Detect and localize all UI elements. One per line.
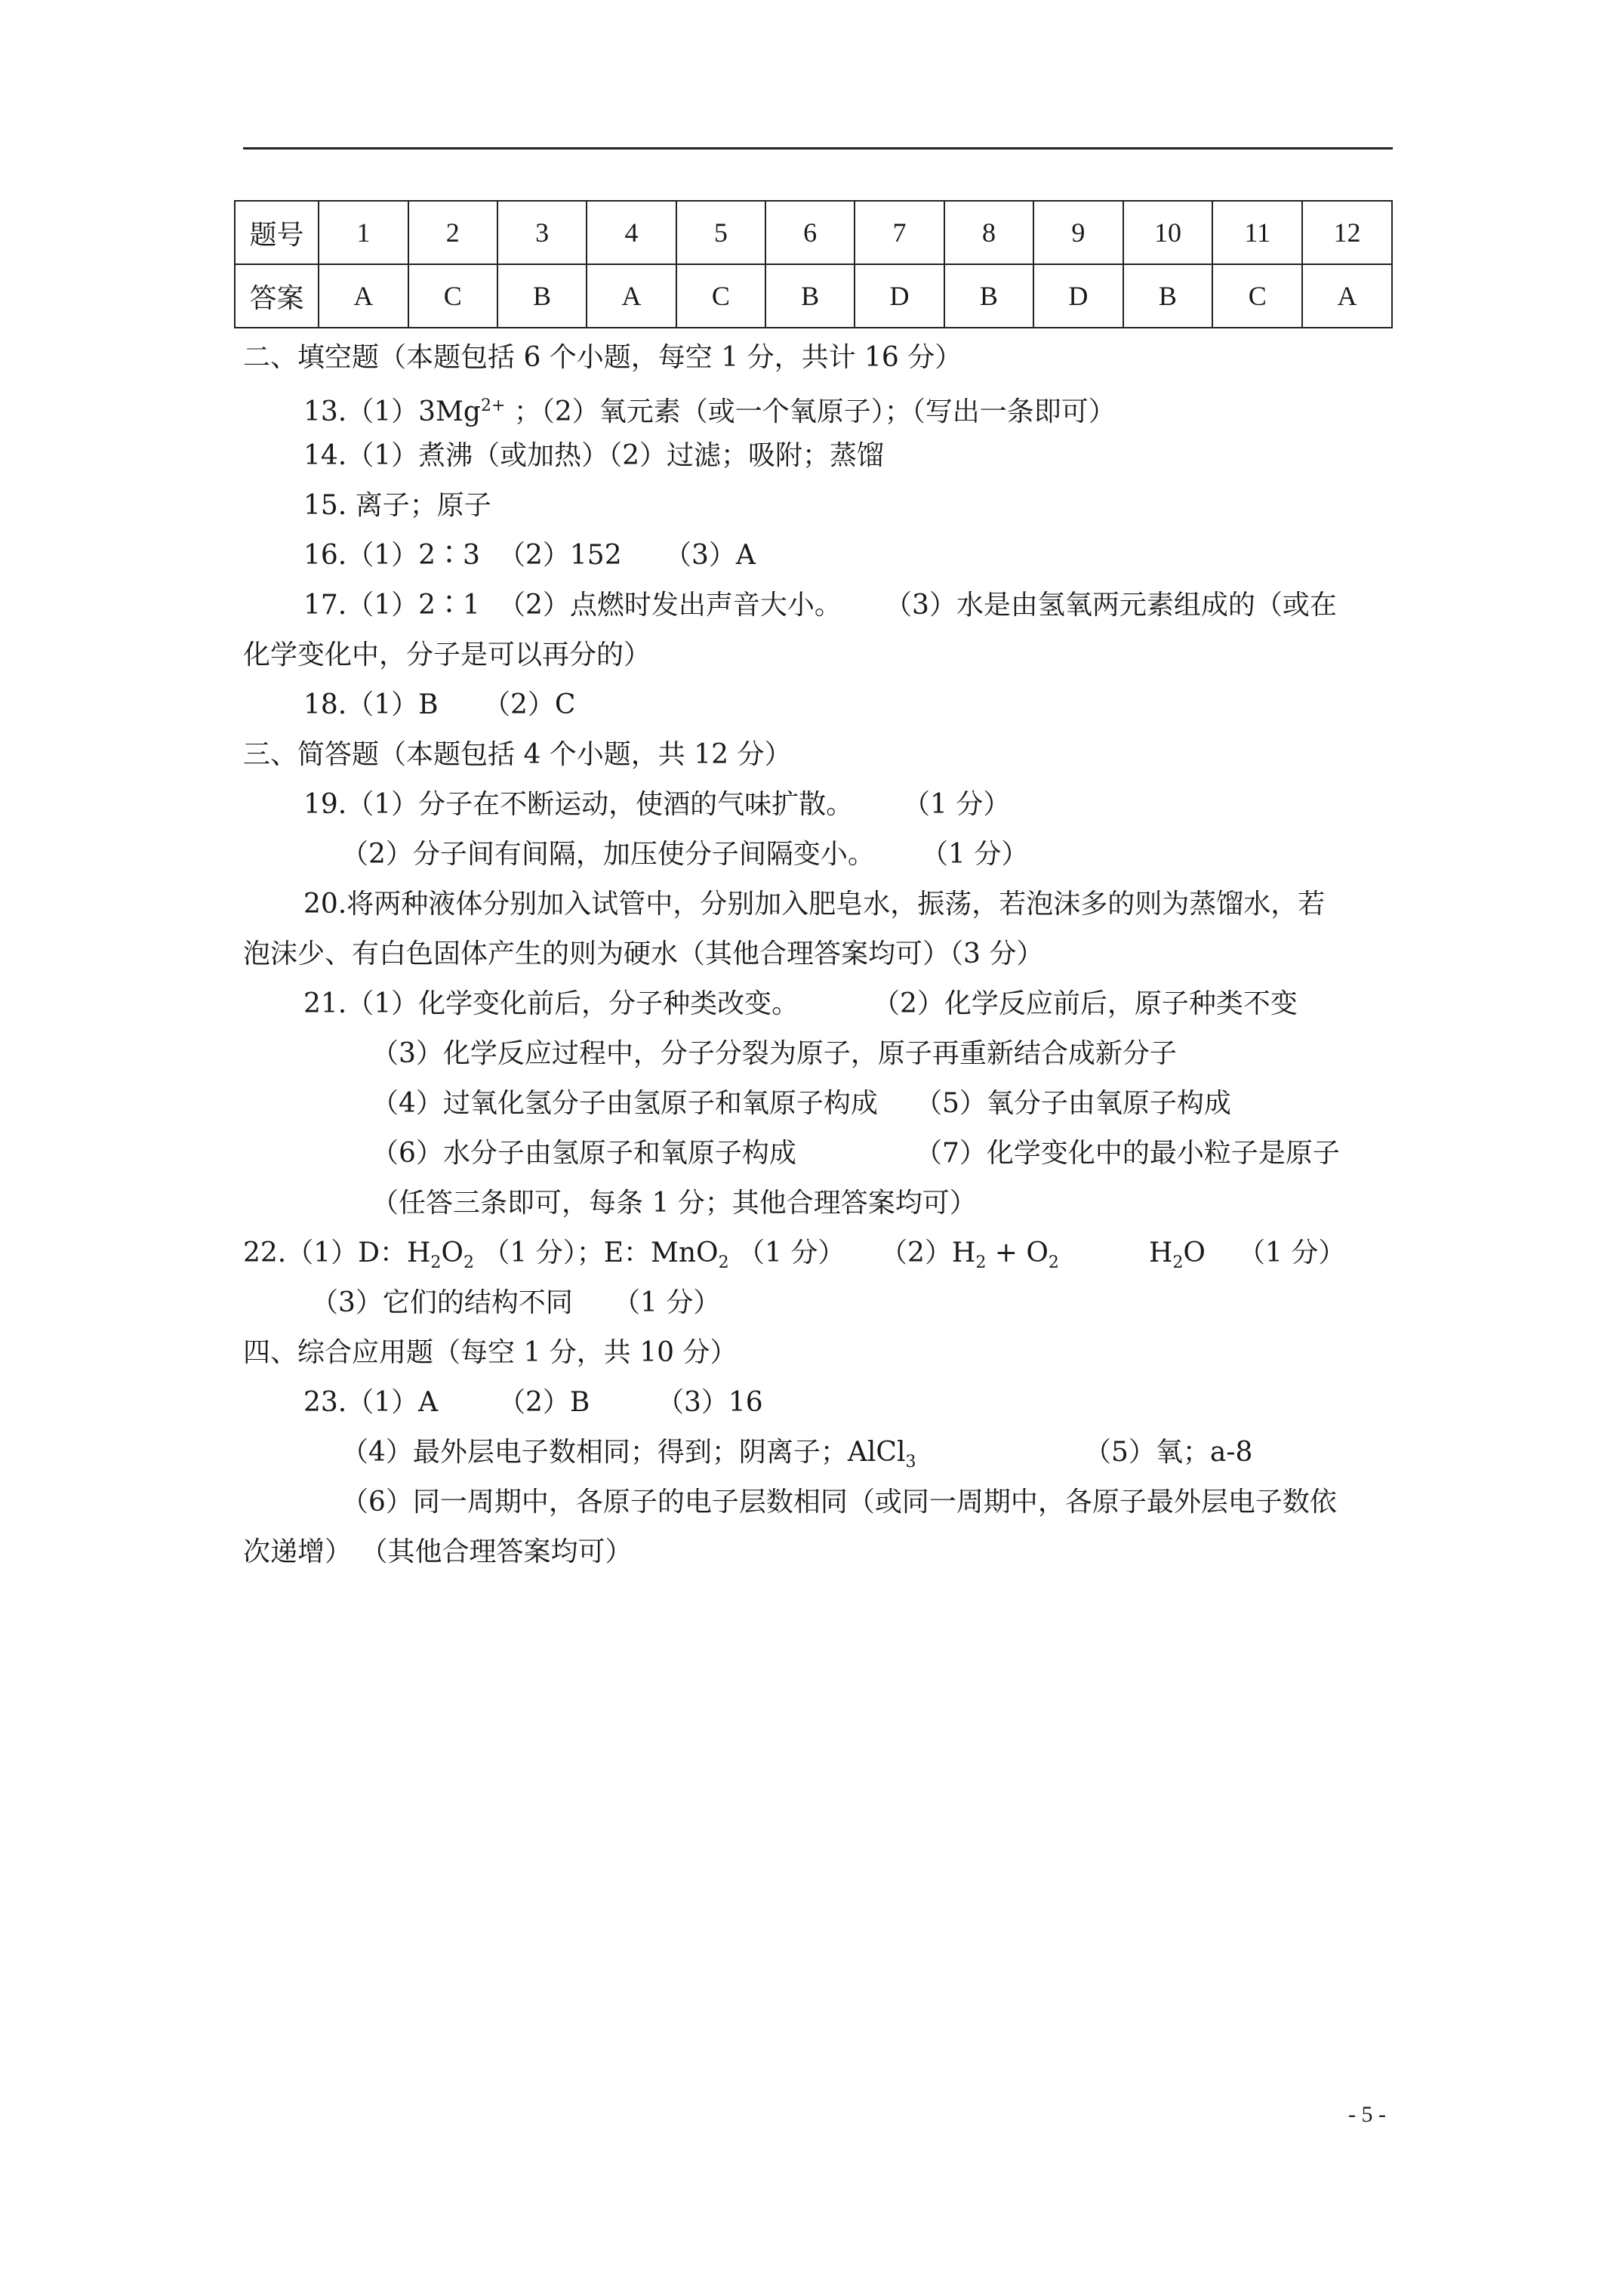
- table-cell: 4: [587, 201, 676, 264]
- q22-sub: 2: [463, 1253, 474, 1273]
- q17-3: （3）水是由氢氧两元素组成的（或在: [885, 590, 1337, 621]
- table-cell: 1: [319, 201, 408, 264]
- q18-2: （2）C: [483, 689, 576, 720]
- table-cell: 6: [765, 201, 855, 264]
- table-answer-label: 答案: [235, 264, 319, 328]
- q21-7: （7）化学变化中的最小粒子是原子: [915, 1138, 1340, 1169]
- table-cell: B: [497, 264, 587, 328]
- q19-2-score: （1 分）: [921, 839, 1029, 870]
- section-fill-in: 二、填空题（本题包括 6 个小题，每空 1 分，共计 16 分）: [243, 342, 962, 373]
- q20-b: 泡沫少、有白色固体产生的则为硬水（其他合理答案均可）（3 分）: [243, 938, 1044, 969]
- q19-2: （2）分子间有间隔，加压使分子间隔变小。: [341, 839, 875, 870]
- q17-2: （2）点燃时发出声音大小。: [498, 590, 842, 621]
- table-cell: D: [855, 264, 944, 328]
- table-cell: A: [1302, 264, 1392, 328]
- q23-4: [341, 1435, 916, 1481]
- q19-1-score: （1 分）: [903, 789, 1011, 820]
- q14: 14.（1）煮沸（或加热）（2）过滤；吸附；蒸馏: [303, 440, 885, 471]
- q18-1: 18.（1）B: [303, 689, 439, 720]
- table-cell: 11: [1212, 201, 1302, 264]
- q17-1: 17.（1）2∶1: [303, 590, 480, 621]
- header-rule: [243, 147, 1393, 149]
- table-row-answers: [235, 264, 1392, 328]
- table-cell: B: [944, 264, 1033, 328]
- q13-text-b: ；（2）氧元素（或一个氧原子）；（写出一条即可）: [513, 396, 1116, 427]
- q22-text: （2）H: [880, 1237, 976, 1268]
- q21-3: （3）化学反应过程中，分子分裂为原子，原子再重新结合成新分子: [371, 1038, 1177, 1069]
- q23-6a: （6）同一周期中，各原子的电子层数相同（或同一周期中，各原子最外层电子数依: [341, 1487, 1337, 1518]
- q21-5: （5）氧分子由氧原子构成: [915, 1088, 1231, 1119]
- q21-6: （6）水分子由氢原子和氧原子构成: [371, 1138, 796, 1169]
- q22-text: 22.（1）D：H: [243, 1237, 431, 1268]
- q21-note: （任答三条即可，每条 1 分；其他合理答案均可）: [371, 1188, 977, 1219]
- q13-text: 13.（1）3Mg: [303, 396, 481, 427]
- q22-sub: 2: [430, 1253, 442, 1273]
- q15: 15. 离子；原子: [303, 490, 491, 521]
- q22-text: H: [1149, 1237, 1173, 1268]
- table-cell: C: [408, 264, 497, 328]
- q22-sub: 2: [1172, 1253, 1184, 1273]
- table-cell: 12: [1302, 201, 1392, 264]
- q23-6b: 次递增） （其他合理答案均可）: [243, 1536, 633, 1567]
- q22-text: O: [1183, 1237, 1206, 1268]
- table-cell: 5: [676, 201, 765, 264]
- q22-text: （1 分）: [728, 1237, 845, 1268]
- table-cell: 7: [855, 201, 944, 264]
- q16-3: （3）A: [664, 540, 756, 571]
- q13-sup: 2+: [480, 396, 506, 415]
- q20-a: 20.将两种液体分别加入试管中，分别加入肥皂水，振荡，若泡沫多的则为蒸馏水，若: [303, 889, 1326, 920]
- table-row-numbers: [235, 201, 1392, 264]
- q23-text: （4）最外层电子数相同；得到；阴离子；AlCl: [341, 1437, 906, 1468]
- section-short-answer: 三、简答题（本题包括 4 个小题，共 12 分）: [243, 739, 792, 770]
- table-cell: A: [587, 264, 676, 328]
- q16-2: （2）152: [498, 540, 622, 571]
- q17-cont: 化学变化中，分子是可以再分的）: [243, 639, 651, 670]
- table-cell: 3: [497, 201, 587, 264]
- q22-1: [243, 1235, 845, 1281]
- table-header-label: 题号: [235, 201, 319, 264]
- q22-text: O: [441, 1237, 463, 1268]
- q21-2: （2）化学反应前后，原子种类不变: [873, 988, 1298, 1019]
- q16-1: 16.（1）2∶3: [303, 540, 480, 571]
- q22-text: （1 分）；E：MnO: [473, 1237, 719, 1268]
- table-cell: A: [319, 264, 408, 328]
- table-cell: C: [676, 264, 765, 328]
- q23-3: （3）16: [657, 1387, 763, 1418]
- q22-sub: 2: [718, 1253, 729, 1273]
- table-cell: 2: [408, 201, 497, 264]
- table-cell: B: [1123, 264, 1213, 328]
- q19-1: 19.（1）分子在不断运动，使酒的气味扩散。: [303, 789, 854, 820]
- table-cell: D: [1033, 264, 1123, 328]
- q13: [303, 388, 1116, 430]
- table-cell: C: [1212, 264, 1302, 328]
- table-cell: 10: [1123, 201, 1213, 264]
- q21-1: 21.（1）化学变化前后，分子种类改变。: [303, 988, 799, 1019]
- q22-3-score: （1 分）: [613, 1287, 721, 1318]
- answer-table: [234, 200, 1393, 328]
- q23-sub: 3: [905, 1453, 916, 1472]
- table-cell: 9: [1033, 201, 1123, 264]
- q23-2: （2）B: [498, 1387, 590, 1418]
- page-number: - 5 -: [1348, 2102, 1386, 2127]
- q22-2-reactants: [880, 1235, 1059, 1281]
- q22-text: + O: [986, 1237, 1049, 1268]
- q22-3: （3）它们的结构不同: [311, 1287, 573, 1318]
- section-comprehensive: 四、综合应用题（每空 1 分，共 10 分）: [243, 1337, 738, 1368]
- q22-2-product: [1149, 1235, 1206, 1281]
- q23-5: （5）氧；a-8: [1084, 1437, 1253, 1468]
- q22-sub: 2: [975, 1253, 987, 1273]
- table-cell: 8: [944, 201, 1033, 264]
- q23-1: 23.（1）A: [303, 1387, 439, 1418]
- q22-sub: 2: [1048, 1253, 1059, 1273]
- table-cell: B: [765, 264, 855, 328]
- q22-2-score: （1 分）: [1238, 1237, 1346, 1268]
- q21-4: （4）过氧化氢分子由氢原子和氧原子构成: [371, 1088, 878, 1119]
